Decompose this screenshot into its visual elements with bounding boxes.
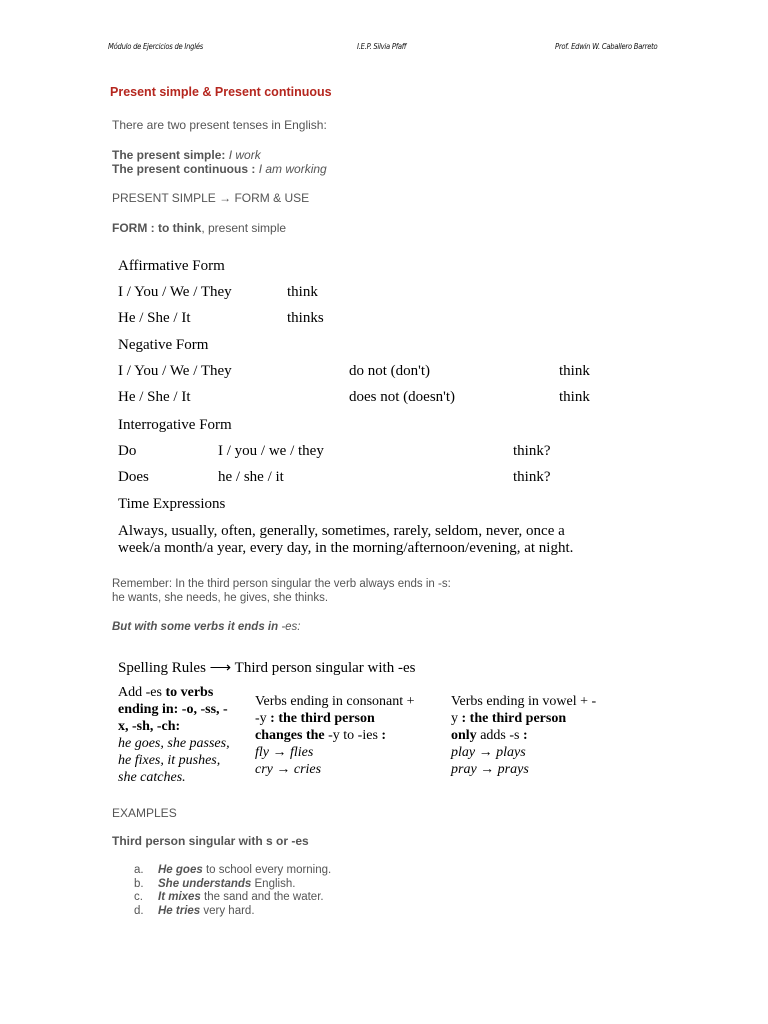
neg-row2-aux: does not (doesn't) [349, 389, 456, 405]
remember-line1: Remember: In the third person singular the verb always ends in -s: [112, 578, 451, 590]
col2-l3b: -y to -ies [324, 728, 382, 743]
int-row2-verb: think? [513, 469, 551, 485]
section-heading: PRESENT SIMPLE → FORM & USE [112, 191, 310, 205]
col3-l3c: : [522, 728, 528, 743]
example-marker: b. [134, 877, 144, 890]
col1-l1b: to verbs [165, 685, 214, 700]
example-rest: to school every morning. [202, 864, 332, 876]
neg-row2-verb: think [559, 389, 590, 405]
neg-row2-subject: He / She / It [118, 389, 191, 405]
int-row2-aux: Does [118, 469, 149, 485]
intro-text: There are two present tenses in English: [112, 118, 327, 132]
example-subject-verb: It mixes [158, 891, 201, 903]
remember-note [112, 578, 451, 605]
spelling-col-vowel-y [451, 693, 643, 778]
col3-l2a: y [451, 711, 462, 726]
example-marker: d. [134, 904, 144, 917]
but-line [112, 621, 301, 633]
header-left: Módulo de Ejercicios de Inglés [108, 42, 204, 51]
page-title: Present simple & Present continuous [110, 85, 332, 99]
example-rest: very hard. [200, 904, 255, 917]
col1-l3: x, -sh, -ch: [118, 719, 181, 734]
examples-subheading [112, 834, 309, 848]
list-item [134, 864, 331, 878]
example-rest: English. [251, 877, 296, 890]
tenses-block [112, 148, 327, 176]
col2-l1: Verbs ending in consonant + [255, 694, 415, 709]
col3-ex1: play → plays [451, 745, 526, 760]
but-bold: But with some verbs it ends in [112, 621, 279, 633]
form-label: FORM : to think [112, 221, 202, 235]
col1-ex1: he goes, she passes, [118, 736, 230, 751]
example-marker: c. [134, 891, 143, 903]
aff-row2-verb: thinks [287, 310, 324, 326]
list-item [134, 878, 331, 892]
examples-sub-bold: Third person singular with s or -es [112, 834, 309, 848]
but-rest: -es: [278, 621, 301, 633]
col3-l2b: : the third person [461, 711, 567, 726]
col3-l3b: adds -s [476, 728, 523, 743]
col1-ex2: he fixes, it pushes, [118, 753, 221, 768]
time-expressions-heading: Time Expressions [118, 496, 226, 512]
col2-ex1: fly → flies [255, 745, 314, 760]
example-rest: the sand and the water. [200, 891, 324, 903]
col2-l2a: -y [255, 711, 271, 726]
col3-ex2: pray → prays [451, 762, 529, 777]
aff-row1-verb: think [287, 284, 318, 300]
examples-list [134, 864, 331, 918]
example-subject-verb: He goes [158, 864, 203, 876]
header-right: Prof. Edwin W. Caballero Barreto [555, 42, 658, 51]
form-line [112, 221, 286, 235]
aff-row2-subject: He / She / It [118, 310, 191, 326]
int-row1-verb: think? [513, 443, 551, 459]
remember-line2: he wants, she needs, he gives, she thinks. [112, 591, 329, 604]
neg-row1-verb: think [559, 363, 590, 379]
int-row2-subject: he / she / it [218, 469, 284, 485]
simple-example: I work [228, 148, 261, 162]
col2-l3a: changes the [255, 728, 325, 743]
col1-l2: ending in: -o, -ss, - [118, 702, 228, 717]
form-rest: , present simple [201, 221, 287, 235]
time-expressions-line1: Always, usually, often, generally, sometimes, rarely, seldom, never, once a [118, 523, 565, 539]
col1-l1a: Add -es [118, 685, 166, 700]
example-marker: a. [134, 864, 144, 876]
interrogative-heading: Interrogative Form [118, 417, 232, 433]
simple-label: The present simple: [112, 148, 226, 162]
spelling-col-consonant-y [255, 693, 447, 778]
header-center: I.E.P. Silvia Pfaff [357, 42, 407, 51]
continuous-label: The present continuous : [112, 162, 256, 176]
negative-heading: Negative Form [118, 337, 209, 353]
col3-l1: Verbs ending in vowel + - [451, 694, 597, 709]
example-subject-verb: She understands [158, 877, 252, 890]
continuous-example: I am working [258, 162, 327, 176]
example-subject-verb: He tries [158, 904, 201, 917]
neg-row1-subject: I / You / We / They [118, 363, 232, 379]
int-row1-subject: I / you / we / they [218, 443, 324, 459]
spelling-heading: Spelling Rules ⟶ Third person singular with -es [118, 660, 416, 676]
list-item [134, 905, 331, 919]
examples-heading: EXAMPLES [112, 806, 177, 820]
col3-l3a: only [451, 728, 477, 743]
time-expressions-line2: week/a month/a year, every day, in the morning/afternoon/evening, at night. [118, 540, 574, 556]
spelling-col-es [118, 684, 252, 786]
affirmative-heading: Affirmative Form [118, 258, 225, 274]
col2-l2b: : the third person [270, 711, 375, 726]
list-item [134, 891, 331, 905]
col1-ex3: she catches. [118, 770, 186, 785]
aff-row1-subject: I / You / We / They [118, 284, 232, 300]
int-row1-aux: Do [118, 443, 137, 459]
neg-row1-aux: do not (don't) [349, 363, 431, 379]
col2-ex2: cry → cries [255, 762, 322, 777]
time-expressions-text [118, 523, 573, 557]
col2-l3c: : [381, 728, 387, 743]
